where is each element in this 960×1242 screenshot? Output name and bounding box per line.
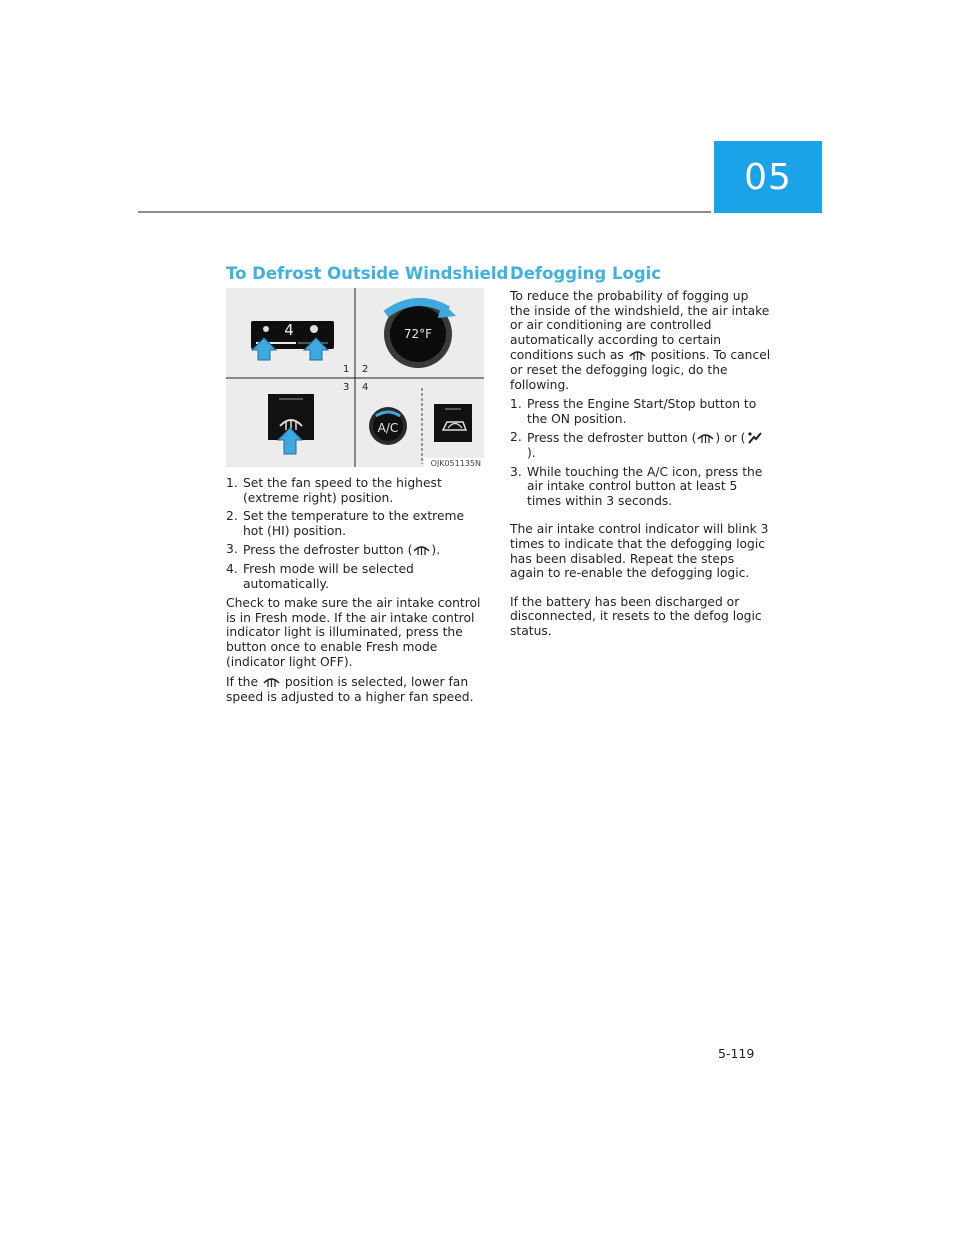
defog-mode-icon	[745, 430, 764, 445]
front-defroster-icon	[696, 430, 715, 445]
section-title-defrost: To Defrost Outside Windshield	[226, 264, 509, 283]
ac-intake-panel	[362, 382, 472, 464]
list-item: 1. Press the Engine Start/Stop button to the ON position.	[510, 397, 757, 426]
callout-2: 2	[362, 364, 369, 375]
defroster-button-panel	[268, 382, 349, 454]
list-item: 1. Set the fan speed to the highest (extreme right) position.	[226, 476, 442, 505]
header-rule	[138, 211, 711, 213]
figure-code: OJK051135N	[430, 459, 481, 467]
fresh-mode-paragraph: Check to make sure the air intake control is in Fresh mode. If the air intake control indicator light is illuminated, press the button once to enable Fresh mode (indicator light OFF).	[226, 596, 481, 669]
callout-1: 1	[343, 364, 350, 375]
indicator-blink-paragraph: The air intake control indicator will blink 3 times to indicate that the defogging logic has been disabled. Repeat the steps again to re-enable the defogging logic.	[510, 522, 769, 581]
list-item: 2. Set the temperature to the extreme hot (HI) position.	[226, 509, 465, 538]
defogging-intro: To reduce the probability of fogging up the inside of the windshield, the air intake or air conditioning are controlled automatically according to certain conditions such as positions. To cancel or reset the defogging logic, do the following.	[510, 289, 771, 392]
defrost-steps	[226, 476, 488, 591]
defogging-body	[510, 289, 772, 643]
front-defroster-icon	[412, 542, 431, 557]
chapter-tab	[714, 141, 822, 213]
fan-level-value: 4	[284, 321, 294, 339]
fan-speed-paragraph: If the position is selected, lower fan speed is adjusted to a higher fan speed.	[226, 675, 474, 704]
defrost-body	[226, 476, 488, 709]
page-number: 5-119	[718, 1046, 755, 1061]
list-item: 3. Press the defroster button ( ).	[226, 542, 441, 558]
callout-3: 3	[343, 382, 350, 393]
callout-4: 4	[362, 382, 369, 393]
list-item: 2. Press the defroster button ( ) or ().	[510, 430, 772, 460]
list-item: 4. Fresh mode will be selected automatically.	[226, 561, 414, 591]
list-item: 3. While touching the A/C icon, press the air intake control button at least 5 times within 3 seconds.	[510, 464, 763, 508]
section-title-defogging: Defogging Logic	[510, 264, 662, 283]
battery-paragraph: If the battery has been discharged or disconnected, it resets to the defog logic status.	[510, 594, 762, 638]
defogging-steps	[510, 397, 772, 508]
ac-label: A/C	[377, 421, 399, 435]
front-defroster-icon	[628, 347, 647, 362]
front-defroster-icon	[262, 674, 281, 689]
temperature-knob-panel	[362, 300, 456, 375]
climate-control-figure	[226, 288, 484, 467]
temperature-display: 72°F	[403, 327, 433, 341]
chapter-number: 05	[744, 156, 792, 198]
fan-speed-panel	[251, 321, 349, 375]
